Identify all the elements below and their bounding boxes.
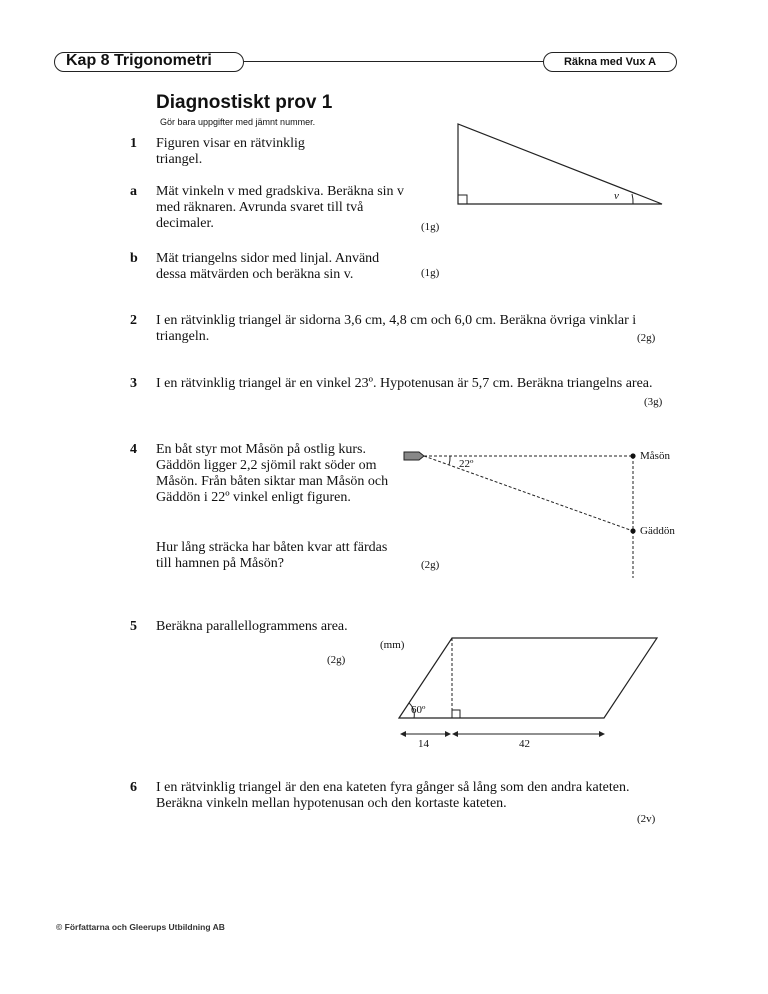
problem-4-text: En båt styr mot Måsön på ostlig kurs. Gäddön ligger 2,2 sjömil rakt söder om Måsön. Från båten siktar man Måsön och Gäddön i 22º vinkel enligt figuren. (156, 442, 389, 505)
problem-2-points: (2g) (637, 332, 656, 344)
triangle-angle-label: v (614, 190, 619, 202)
problem-6-points: (2v) (637, 813, 656, 825)
problem-1b-points: (1g) (421, 267, 440, 279)
problem-4-question: Hur lång sträcka har båten kvar att färdas till hamnen på Måsön? (156, 540, 388, 571)
problem-1a-points: (1g) (421, 221, 440, 233)
dimension-14-label: 14 (418, 738, 429, 750)
dimension-42-label: 42 (519, 738, 530, 750)
problem-6-number: 6 (130, 780, 137, 795)
copyright-footer: © Författarna och Gleerups Utbildning AB (56, 922, 225, 932)
chapter-title: Kap 8 Trigonometri (66, 52, 212, 69)
page-subtitle: Gör bara uppgifter med jämnt nummer. (160, 117, 316, 127)
island-gäddön-label: Gäddön (640, 525, 675, 537)
problem-1-text: Figuren visar en rätvinklig triangel. (156, 136, 305, 167)
page-title: Diagnostiskt prov 1 (156, 92, 333, 113)
problem-2-number: 2 (130, 313, 137, 328)
problem-1b-text: Mät triangelns sidor med linjal. Använd dessa mätvärden och beräkna sin v. (156, 251, 380, 282)
problem-3-number: 3 (130, 376, 137, 391)
problem-5-number: 5 (130, 619, 137, 634)
problem-5-points: (2g) (327, 654, 346, 666)
parallelogram-angle-label: 60º (411, 704, 426, 716)
problem-5-text: Beräkna parallellogrammens area. (156, 619, 348, 634)
problem-1-number: 1 (130, 136, 137, 151)
problem-1a-letter: a (130, 184, 137, 199)
island-masön-label: Måsön (640, 450, 670, 462)
boat-angle-label: 22º (459, 458, 474, 470)
book-title: Räkna med Vux A (563, 56, 657, 68)
problem-3-points: (3g) (644, 396, 663, 408)
problem-4-number: 4 (130, 442, 137, 457)
problem-2-text: I en rätvinklig triangel är sidorna 3,6 cm, 4,8 cm och 6,0 cm. Beräkna övriga vinklar i triangeln. (156, 313, 637, 344)
parallelogram-unit: (mm) (380, 639, 405, 651)
problem-3-text: I en rätvinklig triangel är en vinkel 23º. Hypotenusan är 5,7 cm. Beräkna triangelns area. (156, 376, 653, 391)
problem-4-points: (2g) (421, 559, 440, 571)
problem-1b-letter: b (130, 251, 138, 266)
problem-1a-text: Mät vinkeln v med gradskiva. Beräkna sin v med räknaren. Avrunda svaret till två decimaler. (156, 184, 405, 231)
problem-6-text: I en rätvinklig triangel är den ena kateten fyra gånger så lång som den andra kateten. Beräkna vinkeln mellan hypotenusan och den kortaste kateten. (156, 780, 630, 811)
